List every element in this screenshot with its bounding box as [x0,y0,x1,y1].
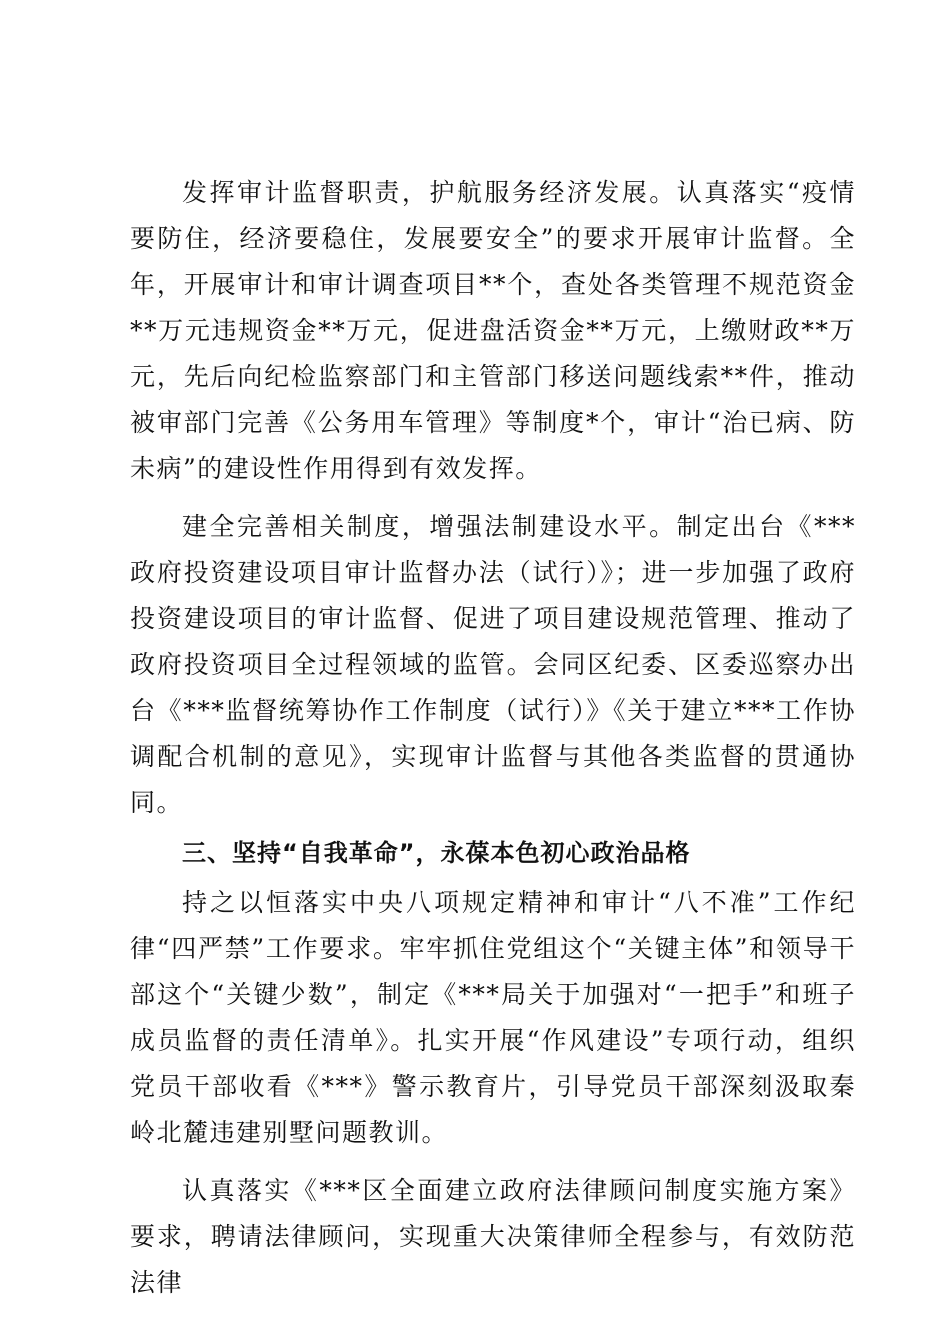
document-body [130,170,856,1306]
section-heading-three: 三、坚持“自我革命”，永葆本色初心政治品格 [182,839,691,867]
paragraph-legal-advisor: 认真落实《***区全面建立政府法律顾问制度实施方案》要求，聘请法律顾问，实现重大决策律师全程参与，有效防范法律 [130,1176,856,1297]
paragraph-audit-supervision: 发挥审计监督职责，护航服务经济发展。认真落实“疫情要防住，经济要稳住，发展要安全”的要求开展审计监督。全年，开展审计和审计调查项目**个，查处各类管理不规范资金**万元违规资金**万元，促进盘活资金**万元，上缴财政**万元，先后向纪检监察部门和主管部门移送问题线索**件，推动被审部门完善《公务用车管理》等制度*个，审计“治已病、防未病”的建设性作用得到有效发挥。 [130,178,856,483]
paragraph-discipline: 持之以恒落实中央八项规定精神和审计“八不准”工作纪律“四严禁”工作要求。牢牢抓住党组这个“关键主体”和领导干部这个“关键少数”，制定《***局关于加强对“一把手”和班子成员监督的责任清单》。扎实开展“作风建设”专项行动，组织党员干部收看《***》警示教育片，引导党员干部深刻汲取秦岭北麓违建别墅问题教训。 [130,888,856,1147]
paragraph-legal-system: 建全完善相关制度，增强法制建设水平。制定出台《***政府投资建设项目审计监督办法（试行）》；进一步加强了政府投资建设项目的审计监督、促进了项目建设规范管理、推动了政府投资项目全过程领域的监管。会同区纪委、区委巡察办出台《***监督统筹协作工作制度（试行）》《关于建立***工作协调配合机制的意见》，实现审计监督与其他各类监督的贯通协同。 [130,512,856,817]
